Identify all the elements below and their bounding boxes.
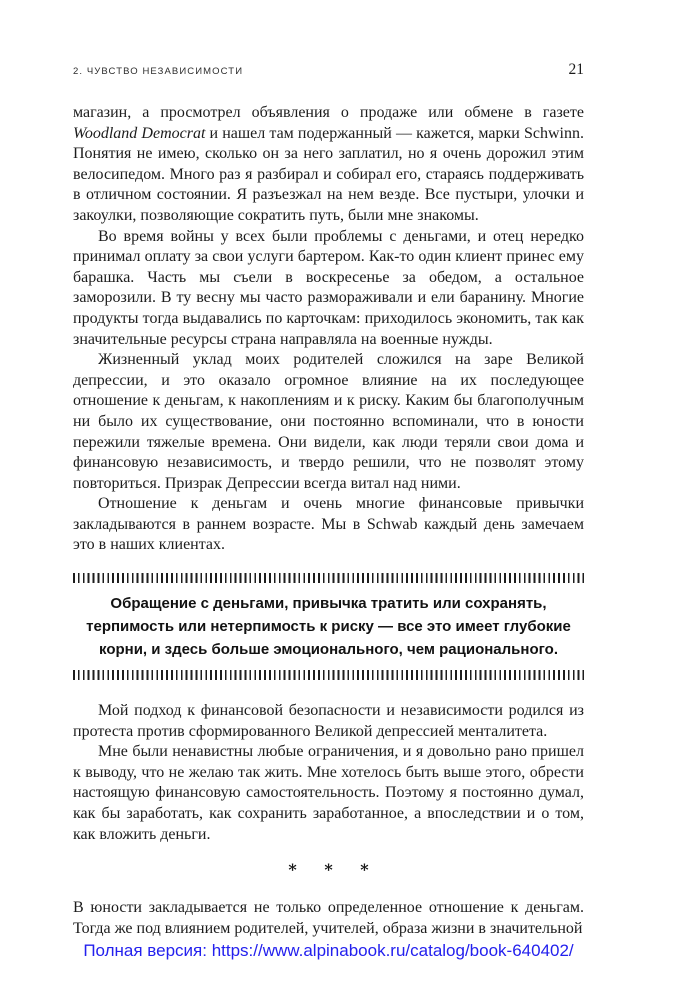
- page-content: [73, 103, 584, 939]
- body-paragraph: Мой подход к финансовой безопасности и независимости родился из протеста против сформированного Великой депрессией менталитета.: [73, 702, 584, 740]
- footer-url-link[interactable]: https://www.alpinabook.ru/catalog/book-640402/: [211, 941, 574, 960]
- body-paragraph: Мне были ненавистны любые ограничения, и я довольно рано пришел к выводу, что не желаю так жить. Мне хотелось быть выше этого, обрести настоящую финансовую самостоятельность. Поэтому я постоянно думал, как бы заработать, как сохранить заработанное, а впоследствии и о том, как вложить деньги.: [73, 743, 584, 843]
- body-paragraph: В юности закладывается не только определенное отношение к деньгам. Тогда же под влиянием родителей, учителей, образа жизни в значительной: [73, 899, 584, 937]
- page-number: 21: [568, 61, 584, 78]
- footer-link-line: [73, 941, 584, 961]
- body-paragraphs-mid: [73, 701, 584, 845]
- body-paragraph: Во время войны у всех были проблемы с деньгами, и отец нередко принимал оплату за свои услуги бартером. Как-то один клиент принес ему барашка. Часть мы съели в воскресенье за обедом, а остальное заморозили. В ту весну мы часто размораживали и ели баранину. Многие продукты тогда выдавались по карточкам: приходилось экономить, так как значительные ресурсы страна направляла на военные нужды.: [73, 227, 584, 348]
- running-header: [73, 61, 584, 79]
- pull-quote-block: [73, 573, 584, 680]
- quote-rule-top: [73, 573, 584, 583]
- footer-label: Полная версия:: [83, 941, 212, 960]
- body-paragraph: магазин, а просмотрел объявления о продаже или обмене в газете Woodland Democrat и нашел там подержанный — кажется, марки Schwinn. Понятия не имею, сколько он за него заплатил, но я очень дорожил этим велосипедом. Много раз я разбирал и собирал его, стараясь поддерживать в отличном состоянии. Я разъезжал на нем везде. Все пустыри, улочки и закоулки, позволяющие сократить путь, были мне знакомы.: [73, 104, 584, 224]
- pull-quote-text: Обращение с деньгами, привычка тратить или сохранять, терпимость или нетерпимость к риску — все это имеет глубокие корни, и здесь больше эмоционального, чем рационального.: [86, 595, 571, 659]
- body-paragraph: Жизненный уклад моих родителей сложился на заре Великой депрессии, и это оказало огромное влияние на их последующее отношение к деньгам, к накоплениям и к риску. Каким бы благополучным ни было их существование, они постоянно вспоминали, что в юности пережили тяжелые времена. Они видели, как люди теряли свои дома и финансовую независимость, и твердо решили, что не позволят этому повториться. Призрак Депрессии всегда витал над ними.: [73, 351, 584, 492]
- running-header-chapter: 2. ЧУВСТВО НЕЗАВИСИМОСТИ: [73, 66, 244, 77]
- section-separator: * * *: [288, 860, 380, 880]
- body-paragraph: Отношение к деньгам и очень многие финансовые привычки закладываются в раннем возрасте. Мы в Schwab каждый день замечаем это в наших клиентах.: [73, 495, 584, 554]
- quote-rule-bottom: [73, 670, 584, 680]
- body-paragraphs-bottom: [73, 898, 584, 939]
- body-paragraphs-top: [73, 103, 584, 556]
